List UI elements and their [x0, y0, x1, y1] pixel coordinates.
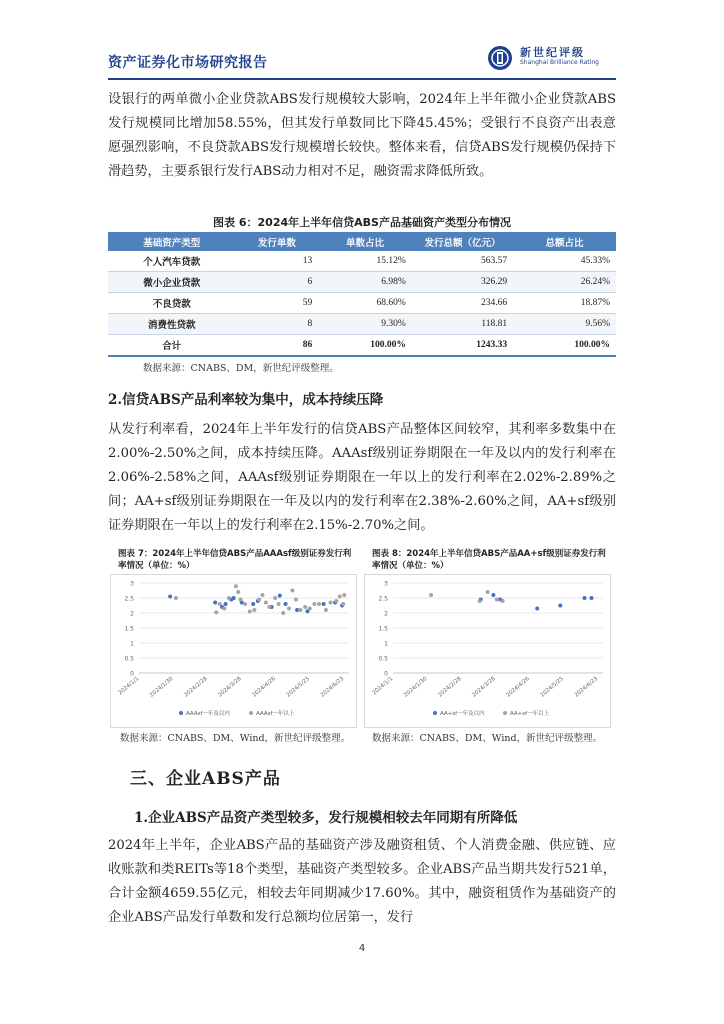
- table-cell: 86: [236, 335, 319, 357]
- table-cell: 68.60%: [318, 293, 412, 314]
- chart7-title: 图表 7：2024年上半年信贷ABS产品AAAsf级别证券发行利率情况（单位：%）: [118, 549, 352, 571]
- chart8-panel: [364, 574, 611, 728]
- data-point-long-term: [329, 601, 333, 605]
- data-point-long-term: [214, 610, 218, 614]
- chart8-title: 图表 8：2024年上半年信贷ABS产品AA+sf级别证券发行利率情况（单位：%）: [372, 549, 606, 571]
- report-title: 资产证券化市场研究报告: [108, 55, 268, 71]
- table-header-cell: 发行总额（亿元）: [412, 232, 513, 251]
- data-point-long-term: [324, 608, 328, 612]
- legend-marker: [249, 711, 253, 715]
- table-cell: 26.24%: [513, 272, 616, 293]
- table-cell: 6: [236, 272, 319, 293]
- data-point-long-term: [239, 598, 243, 602]
- data-point-short-term: [583, 596, 587, 600]
- table-header-cell: 单数占比: [318, 232, 412, 251]
- table-cell: 118.81: [412, 314, 513, 335]
- table-source-note: 数据来源：CNABS、DM，新世纪评级整理。: [143, 363, 339, 374]
- legend-marker: [433, 711, 437, 715]
- data-point-long-term: [495, 598, 499, 602]
- table-cell: 100.00%: [513, 335, 616, 357]
- data-point-long-term: [277, 602, 281, 606]
- table-header-cell: 发行单数: [236, 232, 319, 251]
- data-point-long-term: [429, 593, 433, 597]
- data-point-long-term: [338, 595, 342, 599]
- data-point-long-term: [287, 607, 291, 611]
- table-cell: 6.98%: [318, 272, 412, 293]
- data-point-long-term: [281, 611, 285, 615]
- x-tick-label: 2024/4/26: [251, 675, 277, 699]
- x-tick-label: 2024/3/28: [217, 675, 243, 699]
- x-tick-label: 2024/1/1: [117, 675, 141, 697]
- table-cell: 45.33%: [513, 251, 616, 272]
- data-point-long-term: [478, 599, 482, 603]
- chart7-plot: [111, 575, 356, 727]
- data-point-short-term: [558, 604, 562, 608]
- x-tick-label: 2024/6/23: [319, 675, 346, 699]
- y-tick-label: 2: [384, 610, 388, 618]
- data-point-short-term: [168, 595, 172, 599]
- legend-label: AA+sf一年以上: [510, 711, 550, 717]
- data-point-short-term: [224, 602, 228, 606]
- table-caption: 图表 6：2024年上半年信贷ABS产品基础资产类型分布情况: [213, 216, 511, 229]
- data-point-long-term: [486, 590, 490, 594]
- paragraph-rates: 从发行利率看，2024年上半年发行的信贷ABS产品整体区间较窄，其利率多数集中在2.00%-2.50%之间，成本持续压降。AAAsf级别证券期限在一年及以内的发行利率在2.06%-2.58%之间，AAAsf级别证券期限在一年以上的发行利率在2.02%-2.89%之间；AA+sf级别证券期限在一年及以内的发行利率在2.38%-2.60%之间，AA+sf级别证券期限在一年以上的发行利率在2.15%-2.70%之间。: [108, 422, 616, 533]
- data-point-short-term: [284, 602, 288, 606]
- logo-name: 新世纪评级: [520, 46, 585, 59]
- section-heading: 2.信贷ABS产品利率较为集中，成本持续压降: [108, 392, 384, 408]
- y-tick-label: 0: [384, 670, 388, 678]
- data-point-long-term: [222, 607, 226, 611]
- data-point-short-term: [295, 608, 299, 612]
- table-header-cell: 基础资产类型: [108, 232, 236, 251]
- data-point-short-term: [232, 596, 236, 600]
- legend-label: AAAsf一年及以内: [186, 711, 230, 717]
- table-cell: 13: [236, 251, 319, 272]
- table-cell: 合计: [108, 335, 236, 357]
- header-divider: [108, 78, 616, 80]
- y-tick-label: 1: [130, 640, 134, 648]
- legend-label: AAAsf一年以上: [256, 711, 295, 717]
- table-cell: 326.29: [412, 272, 513, 293]
- table-cell: 100.00%: [318, 335, 412, 357]
- data-point-short-term: [213, 601, 217, 605]
- data-point-long-term: [303, 605, 307, 609]
- table-row: [108, 251, 616, 272]
- chart8-source-note: 数据来源：CNABS、DM、Wind，新世纪评级整理。: [372, 733, 603, 744]
- table-cell: 1243.33: [412, 335, 513, 357]
- data-point-long-term: [174, 596, 178, 600]
- x-tick-label: 2024/4/26: [505, 675, 531, 699]
- data-point-short-term: [589, 596, 593, 600]
- chart7-panel: [110, 574, 357, 728]
- table-row: [108, 314, 616, 335]
- y-tick-label: 0.5: [378, 655, 388, 663]
- table-cell: 15.12%: [318, 251, 412, 272]
- y-tick-label: 3: [384, 580, 388, 588]
- x-tick-label: 2024/5/25: [285, 675, 312, 699]
- legend-marker: [503, 711, 507, 715]
- page-header: [108, 38, 616, 78]
- table-cell: 消费性贷款: [108, 314, 236, 335]
- x-tick-label: 2024/2/28: [183, 675, 209, 699]
- y-tick-label: 1: [384, 640, 388, 648]
- table-cell: 8: [236, 314, 319, 335]
- data-point-short-term: [251, 602, 255, 606]
- legend-marker: [179, 711, 183, 715]
- y-tick-label: 0: [130, 670, 134, 678]
- table-cell: 563.57: [412, 251, 513, 272]
- data-point-long-term: [257, 598, 261, 602]
- data-point-long-term: [342, 593, 346, 597]
- y-tick-label: 1.5: [378, 625, 388, 633]
- data-point-long-term: [299, 608, 303, 612]
- table-cell: 234.66: [412, 293, 513, 314]
- data-point-long-term: [252, 608, 256, 612]
- y-tick-label: 0.5: [124, 655, 134, 663]
- data-point-long-term: [341, 602, 345, 606]
- data-point-long-term: [267, 605, 271, 609]
- data-point-long-term: [234, 584, 238, 588]
- table-row: [108, 272, 616, 293]
- table-cell: 9.30%: [318, 314, 412, 335]
- data-point-long-term: [227, 596, 231, 600]
- y-tick-label: 1.5: [124, 625, 134, 633]
- data-point-long-term: [218, 602, 222, 606]
- data-point-long-term: [260, 593, 264, 597]
- chapter-heading: 三、企业ABS产品: [130, 769, 281, 789]
- y-tick-label: 2: [130, 610, 134, 618]
- logo-emblem-icon: [486, 44, 514, 72]
- data-point-long-term: [317, 602, 321, 606]
- table-cell: 微小企业贷款: [108, 272, 236, 293]
- x-tick-label: 2024/1/1: [371, 675, 395, 697]
- x-tick-label: 2024/5/25: [539, 675, 566, 699]
- data-point-short-term: [278, 594, 282, 598]
- section-heading: 1.企业ABS产品资产类型较多，发行规模相较去年同期有所降低: [134, 810, 518, 826]
- data-point-long-term: [294, 598, 298, 602]
- data-point-long-term: [273, 596, 277, 600]
- table-header-cell: 总额占比: [513, 232, 616, 251]
- table-cell: 9.56%: [513, 314, 616, 335]
- x-tick-label: 2024/3/28: [471, 675, 497, 699]
- table-total-row: [108, 335, 616, 357]
- data-point-long-term: [334, 599, 338, 603]
- chart7-source-note: 数据来源：CNABS、DM、Wind，新世纪评级整理。: [120, 733, 351, 744]
- table-cell: 个人汽车贷款: [108, 251, 236, 272]
- table-cell: 不良贷款: [108, 293, 236, 314]
- data-point-long-term: [308, 607, 312, 611]
- data-point-long-term: [243, 602, 247, 606]
- data-point-long-term: [236, 590, 240, 594]
- x-tick-label: 2024/2/28: [437, 675, 463, 699]
- paragraph-intro: 设银行的两单微小企业贷款ABS发行规模较大影响，2024年上半年微小企业贷款ABS发行规模同比增加58.55%，但其发行单数同比下降45.45%；受银行不良资产出表意愿强烈影响，不良贷款ABS发行规模增长较快。整体来看，信贷ABS发行规模仍保持下滑趋势，主要系银行发行ABS动力相对不足，融资需求降低所致。: [108, 92, 616, 179]
- data-point-long-term: [248, 610, 252, 614]
- y-tick-label: 3: [130, 580, 134, 588]
- data-point-long-term: [312, 602, 316, 606]
- table-row: [108, 293, 616, 314]
- logo-subtitle: Shanghai Brilliance Rating: [520, 59, 599, 66]
- y-tick-label: 2.5: [378, 595, 388, 603]
- data-table: [108, 232, 616, 357]
- data-point-long-term: [501, 599, 505, 603]
- table-cell: 18.87%: [513, 293, 616, 314]
- x-tick-label: 2024/1/30: [148, 675, 175, 699]
- x-tick-label: 2024/6/23: [573, 675, 600, 699]
- data-point-short-term: [535, 607, 539, 611]
- table-header-row: [108, 232, 616, 251]
- chart8-plot: [365, 575, 610, 727]
- data-point-long-term: [290, 589, 294, 593]
- data-point-short-term: [322, 602, 326, 606]
- x-tick-label: 2024/1/30: [402, 675, 429, 699]
- paragraph-enterprise-abs: 2024年上半年，企业ABS产品的基础资产涉及融资租赁、个人消费金融、供应链、应收账款和类REITs等18个类型，基础资产类型较多。企业ABS产品当期共发行521单，合计金额4659.55亿元，相较去年同期减少17.60%。其中，融资租赁作为基础资产的企业ABS产品发行单数和发行总额均位居第一，发行: [108, 838, 616, 925]
- page-number: 4: [358, 943, 366, 954]
- legend-label: AA+sf一年及以内: [440, 711, 485, 717]
- data-point-short-term: [491, 593, 495, 597]
- data-point-long-term: [264, 601, 268, 605]
- table-cell: 59: [236, 293, 319, 314]
- y-tick-label: 2.5: [124, 595, 134, 603]
- brand-logo: [486, 44, 616, 72]
